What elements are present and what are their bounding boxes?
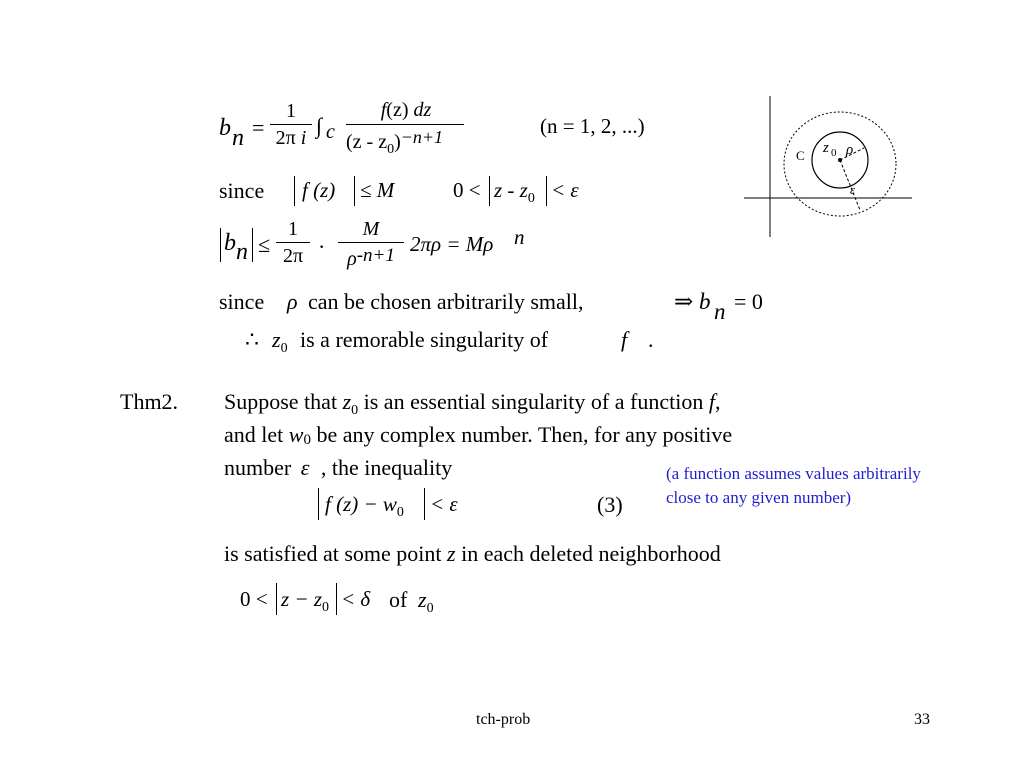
text: , the inequality bbox=[320, 455, 453, 480]
integral-sign: ∫ bbox=[316, 113, 323, 138]
nb-z0 bbox=[418, 589, 434, 616]
numerator: 1 bbox=[286, 100, 296, 122]
text: is satisfied at some point bbox=[224, 541, 442, 566]
denominator-close: ) bbox=[394, 131, 401, 153]
z-subscript: 0 bbox=[426, 601, 434, 616]
contour-diagram bbox=[740, 92, 920, 242]
numerator-f-dz bbox=[346, 100, 466, 120]
symbol-b: b bbox=[219, 115, 231, 141]
symbol-b: b bbox=[224, 230, 236, 256]
cond-mid bbox=[494, 180, 535, 206]
equals-zero: = 0 bbox=[734, 289, 763, 314]
fraction-one-over-2pi bbox=[276, 219, 310, 266]
fraction-f-dz bbox=[346, 100, 466, 157]
n-range: (n = 1, 2, ...) bbox=[540, 114, 645, 138]
denominator-base: (z - z bbox=[346, 131, 388, 153]
since-word: since bbox=[219, 289, 265, 314]
page-number: 33 bbox=[914, 711, 930, 728]
theorem-line-4 bbox=[224, 543, 721, 565]
theorem-label: Thm2. bbox=[120, 389, 179, 414]
le-sign: ≤ bbox=[258, 232, 271, 257]
numerator-f: f bbox=[380, 99, 387, 121]
nb-left: 0 < bbox=[240, 587, 268, 611]
label-c: C bbox=[796, 148, 805, 163]
numerator: 1 bbox=[288, 218, 298, 240]
abs-bar-right-2 bbox=[546, 176, 547, 206]
f-symbol: f bbox=[621, 327, 628, 352]
z-letter: z bbox=[447, 541, 456, 566]
abs-bar-left bbox=[220, 228, 221, 262]
text: Suppose that bbox=[224, 389, 338, 414]
rhs-expression: 2πρ = Mρ bbox=[410, 232, 494, 256]
label-eps: ε bbox=[850, 182, 856, 197]
nb-right: < δ bbox=[341, 587, 371, 611]
subscript-c: c bbox=[326, 121, 335, 143]
ineq-expression bbox=[325, 494, 404, 520]
outer-dotted-circle bbox=[784, 112, 896, 216]
fraction-m-over-rho bbox=[338, 219, 404, 269]
therefore-text: is a remorable singularity of bbox=[300, 327, 549, 352]
nb-of: of bbox=[389, 587, 408, 612]
abs-bar-left bbox=[294, 176, 295, 206]
abs-bar-right bbox=[354, 176, 355, 206]
side-note-line-1: (a function assumes values arbitrarily bbox=[666, 464, 921, 483]
therefore-symbol: ∴ bbox=[245, 327, 259, 352]
fraction-bar bbox=[270, 124, 312, 125]
abs-bar-right bbox=[252, 228, 253, 262]
epsilon: ε bbox=[300, 455, 310, 480]
le-m: ≤ M bbox=[360, 178, 395, 202]
numerator-dz: dz bbox=[413, 99, 432, 121]
side-note-line-2: close to any given number) bbox=[666, 488, 852, 507]
z-letter: z bbox=[272, 327, 281, 352]
since-word: since bbox=[219, 178, 265, 203]
comma: , bbox=[714, 389, 721, 414]
rhs-exponent: n bbox=[514, 225, 525, 249]
multiply-dot: · bbox=[318, 234, 326, 259]
label-rho: ρ bbox=[846, 142, 854, 158]
text: is an essential singularity of a function bbox=[363, 389, 704, 414]
cond-subscript: 0 bbox=[527, 191, 535, 206]
since-rho-text: can be chosen arbitrarily small, bbox=[308, 289, 584, 314]
fraction-one-over-2pi-i bbox=[270, 101, 312, 148]
text: in each deleted neighborhood bbox=[461, 541, 721, 566]
abs-bar-right bbox=[336, 583, 337, 615]
z-subscript: 0 bbox=[351, 403, 359, 418]
nb-mid-text: z − z bbox=[281, 587, 323, 611]
z0-symbol bbox=[272, 329, 288, 356]
fraction-bar bbox=[346, 124, 464, 125]
abs-bar-left-2 bbox=[489, 176, 490, 206]
subscript-n: n bbox=[714, 299, 726, 324]
denominator-rho: ρ bbox=[347, 248, 357, 270]
ineq-subscript: 0 bbox=[396, 505, 404, 520]
ineq-text: f (z) − w bbox=[325, 492, 397, 516]
denominator: 2π bbox=[282, 245, 304, 267]
label-z-subscript: 0 bbox=[831, 147, 837, 159]
cond-right: < ε bbox=[551, 178, 579, 202]
abs-bar-right bbox=[424, 488, 425, 520]
equation-number: (3) bbox=[597, 492, 623, 517]
ineq-right: < ε bbox=[430, 492, 458, 516]
theorem-line-2 bbox=[224, 424, 732, 448]
numerator: M bbox=[362, 218, 380, 240]
cond-left: 0 < bbox=[453, 178, 481, 202]
fraction-bar bbox=[276, 242, 310, 243]
subscript-n: n bbox=[232, 125, 244, 151]
period: . bbox=[648, 327, 654, 352]
nb-subscript: 0 bbox=[322, 600, 330, 615]
fraction-bar bbox=[338, 242, 404, 243]
z-letter: z bbox=[418, 587, 427, 612]
fz-expression: f (z) bbox=[302, 178, 336, 202]
denominator-subscript: 0 bbox=[387, 142, 395, 157]
equals-sign: = bbox=[252, 115, 265, 140]
text: number bbox=[224, 455, 292, 480]
f-letter: f bbox=[708, 389, 715, 414]
nb-mid bbox=[281, 589, 329, 615]
text: be any complex number. Then, for any positive bbox=[316, 422, 733, 447]
rho-symbol: ρ bbox=[287, 289, 298, 314]
theorem-line-3 bbox=[224, 457, 452, 479]
denominator-exponent: -n+1 bbox=[356, 245, 395, 266]
denominator-z-minus-z0 bbox=[346, 128, 466, 157]
abs-bar-left bbox=[318, 488, 319, 520]
text: and let bbox=[224, 422, 284, 447]
cond-mid-text: z - z bbox=[494, 178, 528, 202]
numerator-z: (z) bbox=[386, 99, 409, 121]
implies-b: ⇒ b bbox=[674, 289, 711, 314]
side-note bbox=[666, 462, 921, 510]
footer-source: tch-prob bbox=[476, 711, 531, 728]
subscript-n: n bbox=[236, 239, 248, 265]
z-subscript: 0 bbox=[280, 341, 288, 356]
abs-bar-left bbox=[276, 583, 277, 615]
label-z: z bbox=[823, 140, 829, 156]
z-letter: z bbox=[342, 389, 352, 414]
denominator-exponent: −n+1 bbox=[400, 127, 444, 147]
theorem-line-1 bbox=[224, 391, 720, 418]
w-subscript: 0 bbox=[303, 432, 311, 448]
denominator-i: i bbox=[300, 127, 307, 149]
w-letter: w bbox=[288, 422, 304, 447]
denominator-2pi: 2π bbox=[275, 127, 296, 149]
